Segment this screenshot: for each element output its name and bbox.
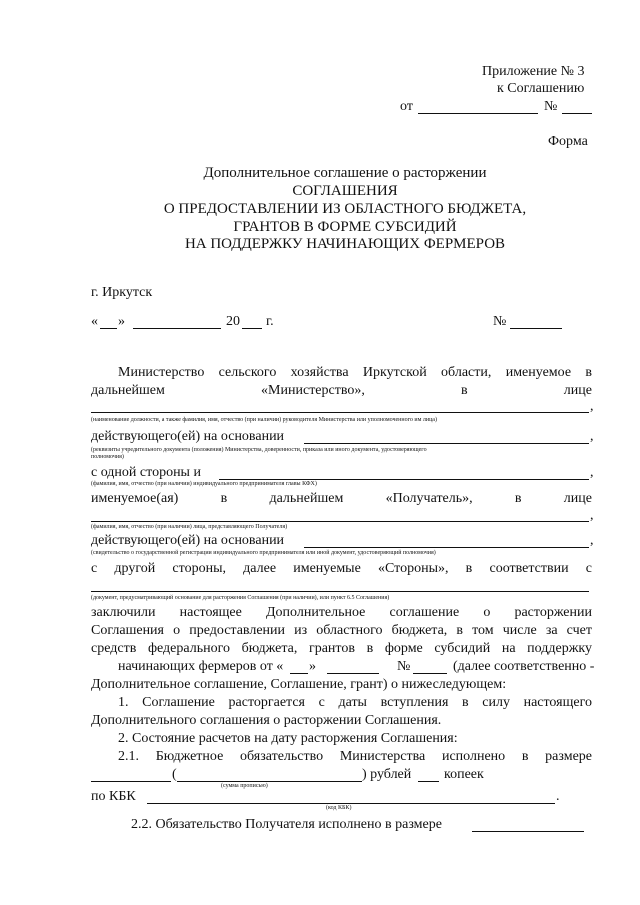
date-month-blank bbox=[133, 328, 221, 329]
p2-line-4-start: начинающих фермеров от « bbox=[118, 659, 284, 674]
caption-basis-document-2: полномочия) bbox=[91, 454, 124, 460]
doc-number-blank bbox=[510, 328, 562, 329]
place-label: г. Иркутск bbox=[91, 285, 153, 300]
other-side-line: с другой стороны, далее именуемые «Стороны», в соответствии с bbox=[91, 561, 592, 576]
doc-number-sign: № bbox=[493, 314, 507, 329]
from-label: от bbox=[400, 99, 413, 114]
item-2-2: 2.2. Обязательство Получателя исполнено в размере bbox=[131, 817, 442, 832]
form-label: Форма bbox=[548, 134, 588, 149]
termination-basis-blank bbox=[91, 591, 589, 592]
date-open-quote: « bbox=[91, 314, 98, 329]
caption-amount-words: (сумма прописью) bbox=[221, 783, 268, 789]
p1-line-1: Министерство сельского хозяйства Иркутской области, именуемое в bbox=[118, 365, 592, 380]
date-year-blank bbox=[242, 328, 262, 329]
kbk-label: по КБК bbox=[91, 789, 136, 804]
date-close-quote: » bbox=[118, 314, 125, 329]
caption-basis-document: (реквизиты учредительного документа (положения) Министерства, доверенности, приказа или иного документа, удостоверяющего bbox=[91, 447, 427, 453]
comma: , bbox=[590, 533, 594, 548]
acting-basis-1: действующего(ей) на основании bbox=[91, 429, 285, 444]
basis-document-blank bbox=[304, 443, 589, 444]
kopecks-label: копеек bbox=[444, 767, 484, 782]
date-day-blank bbox=[100, 328, 117, 329]
caption-entrepreneur: (фамилия, имя, отчество (при наличии) индивидуального предпринимателя главы КФХ) bbox=[91, 481, 317, 487]
agreement-day-blank bbox=[290, 673, 308, 674]
comma: , bbox=[590, 429, 594, 444]
amount-words-blank bbox=[177, 781, 362, 782]
caption-kbk: (код КБК) bbox=[326, 805, 352, 811]
caption-recipient-representative: (фамилия, имя, отчество (при наличии) лица, представляющего Получателя) bbox=[91, 524, 288, 530]
representative-blank bbox=[91, 412, 589, 413]
title-line-1: Дополнительное соглашение о расторжении bbox=[203, 165, 487, 181]
p2-line-2: Соглашения о предоставлении из областного бюджета, в том числе за счет bbox=[91, 623, 592, 638]
rubles-label: ) рублей bbox=[362, 767, 412, 782]
comma: , bbox=[590, 508, 594, 523]
p2-line-4-quote: » bbox=[309, 659, 316, 674]
item-1-line-1: 1. Соглашение расторгается с даты вступления в силу настоящего bbox=[118, 695, 592, 710]
p2-line-5: Дополнительное соглашение, Соглашение, грант) о нижеследующем: bbox=[91, 677, 507, 692]
agreement-month-blank bbox=[327, 673, 379, 674]
kopecks-blank bbox=[418, 781, 439, 782]
caption-representative: (наименование должности, а также фамилия, имя, отчество (при наличии) руководителя Министерства или уполномоченного им лица) bbox=[91, 417, 437, 423]
p2-line-4-end: (далее соответственно - bbox=[453, 659, 595, 674]
agreement-date-blank bbox=[418, 113, 538, 114]
agreement-number-sign: № bbox=[544, 99, 558, 114]
one-side-text: с одной стороны и bbox=[91, 465, 201, 480]
kbk-blank bbox=[147, 803, 555, 804]
agreement-number-blank-2 bbox=[413, 673, 447, 674]
appendix-label: Приложение № 3 bbox=[482, 64, 585, 79]
agreement-number-blank bbox=[562, 113, 592, 114]
to-agreement-label: к Соглашению bbox=[497, 81, 585, 96]
title-line-3: О ПРЕДОСТАВЛЕНИИ ИЗ ОБЛАСТНОГО БЮДЖЕТА, bbox=[163, 201, 527, 217]
title-line-5: НА ПОДДЕРЖКУ НАЧИНАЮЩИХ ФЕРМЕРОВ bbox=[184, 236, 506, 252]
registration-document-blank bbox=[304, 547, 589, 548]
p2-line-3: средств федерального бюджета, грантов в форме субсидий на поддержку bbox=[91, 641, 592, 656]
caption-registration-document: (свидетельство о государственной регистрации индивидуального предпринимателя или иной документ, удостоверяющий полномочия) bbox=[91, 550, 436, 556]
amount-digits-blank bbox=[91, 781, 171, 782]
recipient-representative-blank bbox=[91, 521, 589, 522]
p1-line-2: дальнейшем «Министерство», в лице bbox=[91, 383, 592, 398]
recipient-obligation-blank bbox=[472, 831, 584, 832]
caption-termination-basis: (документ, предусматривающий основание для расторжения Соглашения (при наличии), или пункт 6.5 Соглашения) bbox=[91, 595, 390, 601]
title-line-4: ГРАНТОВ В ФОРМЕ СУБСИДИЙ bbox=[233, 219, 457, 235]
comma: , bbox=[590, 399, 594, 414]
item-1-line-2: Дополнительного соглашения о расторжении Соглашения. bbox=[91, 713, 442, 728]
item-2-1: 2.1. Бюджетное обязательство Министерства исполнено в размере bbox=[118, 749, 592, 764]
title-line-2: СОГЛАШЕНИЯ bbox=[292, 183, 398, 199]
paren-open: ( bbox=[172, 767, 177, 782]
period: . bbox=[556, 789, 560, 804]
date-year-prefix: 20 bbox=[226, 314, 240, 329]
entrepreneur-name-blank bbox=[219, 479, 589, 480]
acting-basis-2: действующего(ей) на основании bbox=[91, 533, 285, 548]
date-year-suffix: г. bbox=[266, 314, 274, 329]
p2-line-4-number: № bbox=[397, 659, 411, 674]
item-2: 2. Состояние расчетов на дату расторжения Соглашения: bbox=[118, 731, 458, 746]
named-recipient-line: именуемое(ая) в дальнейшем «Получатель», в лице bbox=[91, 491, 592, 506]
comma: , bbox=[590, 465, 594, 480]
p2-line-1: заключили настоящее Дополнительное соглашение о расторжении bbox=[91, 605, 592, 620]
